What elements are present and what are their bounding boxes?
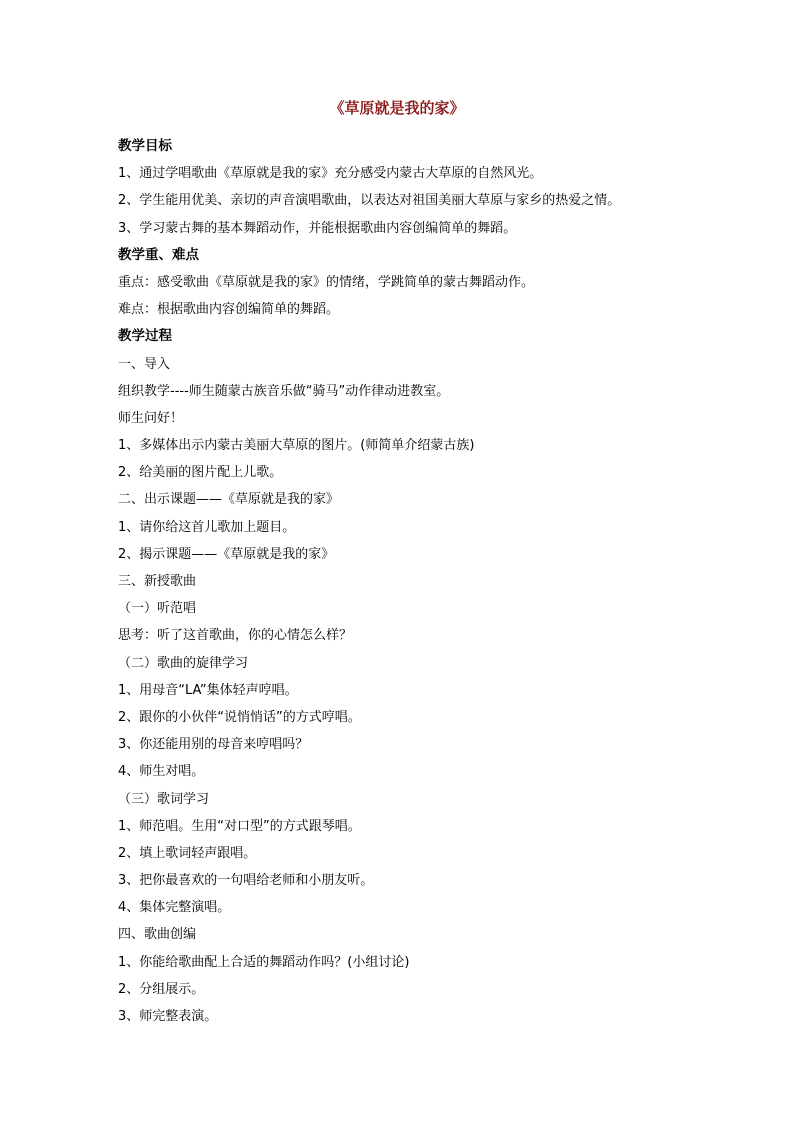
line-24: （三）歌词学习 [118, 791, 210, 807]
line-32: 3、师完整表演。 [118, 1009, 218, 1024]
line-10: 师生问好！ [118, 410, 184, 426]
document-title: 《草原就是我的家》 [329, 99, 465, 117]
line-21: 2、跟你的小伙伴“说悄悄话”的方式哼唱。 [118, 709, 361, 725]
line-5: 重点：感受歌曲《草原就是我的家》的情绪，学跳简单的蒙古舞蹈动作。 [118, 274, 535, 290]
line-14: 1、请你给这首儿歌加上题目。 [118, 519, 296, 535]
line-25: 1、师范唱。生用“对口型”的方式跟琴唱。 [118, 818, 361, 834]
line-22: 3、你还能用别的母音来哼唱吗？ [118, 737, 309, 753]
line-29: 四、歌曲创编 [118, 927, 197, 943]
line-0: 教学目标 [118, 138, 172, 154]
line-1: 1、通过学唱歌曲《草原就是我的家》充分感受内蒙古大草原的自然风光。 [118, 166, 543, 182]
line-23: 4、师生对唱。 [118, 764, 205, 780]
line-2: 2、学生能用优美、亲切的声音演唱歌曲，以表达对祖国美丽大草原与家乡的热爱之情。 [118, 193, 621, 209]
line-8: 一、导入 [118, 356, 171, 372]
line-12: 2、给美丽的图片配上儿歌。 [118, 465, 283, 481]
line-11: 1、多媒体出示内蒙古美丽大草原的图片。(师简单介绍蒙古族) [118, 438, 475, 454]
line-3: 3、学习蒙古舞的基本舞蹈动作，并能根据歌曲内容创编简单的舞蹈。 [118, 220, 517, 236]
line-27: 3、把你最喜欢的一句唱给老师和小朋友听。 [118, 873, 374, 889]
document-body [118, 133, 718, 1030]
line-31: 2、分组展示。 [118, 981, 205, 997]
line-9: 组织教学----师生随蒙古族音乐做“骑马”动作律动进教室。 [118, 383, 450, 399]
line-16: 三、新授歌曲 [118, 574, 197, 589]
line-30: 1、你能给歌曲配上合适的舞蹈动作吗？(小组讨论) [118, 954, 410, 970]
line-28: 4、集体完整演唱。 [118, 900, 231, 916]
line-17: （一）听范唱 [118, 601, 197, 617]
line-20: 1、用母音“LA”集体轻声哼唱。 [118, 682, 298, 698]
line-19: （二）歌曲的旋律学习 [118, 655, 249, 671]
line-26: 2、填上歌词轻声跟唱。 [118, 845, 257, 861]
line-7: 教学过程 [118, 328, 172, 345]
line-4: 教学重、难点 [118, 246, 199, 263]
line-6: 难点：根据歌曲内容创编简单的舞蹈。 [118, 302, 340, 318]
line-13: 二、出示课题——《草原就是我的家》 [118, 492, 340, 508]
line-15: 2、揭示课题——《草原就是我的家》 [118, 546, 335, 562]
line-18: 思考：听了这首歌曲，你的心情怎么样？ [118, 628, 353, 644]
